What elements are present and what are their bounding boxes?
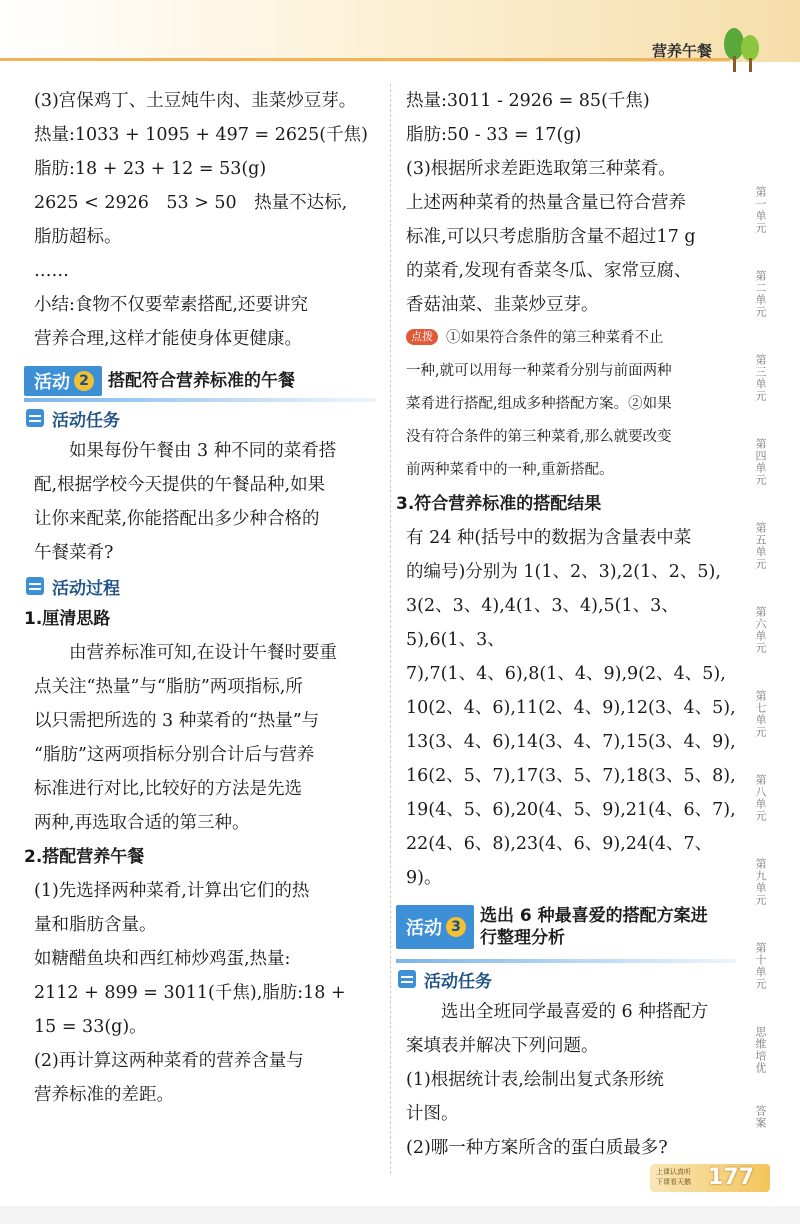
- unit-side-tabs: [752, 168, 792, 1142]
- left-column: [24, 84, 376, 1112]
- text-line: 选出全班同学最喜爱的 6 种搭配方: [441, 1002, 709, 1022]
- task-heading: 活动任务: [398, 963, 736, 995]
- side-tab[interactable]: 思维培优: [754, 1026, 767, 1074]
- page-title: 营养午餐: [652, 42, 713, 60]
- tip-line: 菜肴进行搭配,组成多种搭配方案。②如果: [406, 396, 672, 412]
- text-line: 案填表并解决下列问题。: [406, 1036, 599, 1056]
- summary-line: 小结:食物不仅要荤素搭配,还要讲究: [34, 295, 308, 315]
- activity-number: 3: [446, 917, 466, 937]
- activity-2-banner: [24, 366, 376, 400]
- activity-title: 选出 6 种最喜爱的搭配方案进行整理分析: [480, 906, 708, 948]
- text-line: 如果每份午餐由 3 种不同的菜肴搭: [69, 441, 337, 461]
- text-line: 两种,再选取合适的第三种。: [34, 813, 250, 833]
- text-line: 13(3、4、6),14(3、4、7),15(3、4、9),: [406, 732, 736, 752]
- text-line: 2625 < 2926 53 > 50 热量不达标,: [34, 193, 348, 213]
- text-line: 香菇油菜、韭菜炒豆芽。: [406, 295, 599, 315]
- side-tab[interactable]: 第七单元: [754, 690, 767, 738]
- side-tab[interactable]: 答案: [754, 1105, 767, 1129]
- page-number-badge: [650, 1164, 770, 1192]
- task-heading: 活动任务: [26, 402, 376, 434]
- text-line: ……: [34, 261, 69, 281]
- tip-badge: 点拨: [406, 329, 438, 345]
- side-tab[interactable]: 第三单元: [754, 354, 767, 402]
- header-rule: [0, 58, 730, 61]
- side-tab[interactable]: 第二单元: [754, 270, 767, 318]
- text-line: 让你来配菜,你能搭配出多少种合格的: [34, 509, 320, 529]
- activity-number: 2: [74, 371, 94, 391]
- text-line: (2)再计算这两种菜肴的营养含量与: [34, 1051, 304, 1071]
- tree-icon: [720, 26, 762, 74]
- activity-title: 搭配符合营养标准的午餐: [108, 371, 295, 391]
- summary-line: 营养合理,这样才能使身体更健康。: [34, 329, 303, 349]
- page-number: 177: [708, 1165, 754, 1190]
- text-line: 19(4、5、6),20(4、5、9),21(4、6、7),: [406, 800, 736, 820]
- text-line: 配,根据学校今天提供的午餐品种,如果: [34, 475, 326, 495]
- side-tab[interactable]: 第十单元: [754, 942, 767, 990]
- activity-badge: 活动 3: [396, 905, 474, 949]
- side-tab[interactable]: 第五单元: [754, 522, 767, 570]
- text-line: 营养标准的差距。: [34, 1085, 174, 1105]
- text-line: 的菜肴,发现有香菜冬瓜、家常豆腐、: [406, 261, 692, 281]
- text-line: “脂肪”这两项指标分别合计后与营养: [34, 745, 315, 765]
- right-column: [396, 84, 736, 1165]
- text-line: (3)宫保鸡丁、土豆炖牛肉、韭菜炒豆芽。: [34, 91, 357, 111]
- text-line: (1)根据统计表,绘制出复式条形统: [406, 1070, 664, 1090]
- process-heading: 活动过程: [26, 570, 376, 602]
- text-line: 脂肪:18 + 23 + 12 = 53(g): [34, 159, 267, 179]
- section-heading: 3.符合营养标准的搭配结果: [396, 494, 602, 514]
- text-line: 的编号)分别为 1(1、2、3),2(1、2、5),: [406, 562, 721, 582]
- tip-line: 前两种菜肴中的一种,重新搭配。: [406, 462, 614, 478]
- text-line: (1)先选择两种菜肴,计算出它们的热: [34, 881, 310, 901]
- side-tab[interactable]: 第八单元: [754, 774, 767, 822]
- section-heading: 1.厘清思路: [24, 609, 111, 629]
- bottom-strip: [0, 1206, 800, 1224]
- text-line: (3)根据所求差距选取第三种菜肴。: [406, 159, 676, 179]
- column-divider: [390, 84, 392, 1174]
- banner-underline: [396, 959, 736, 963]
- text-line: 标准进行对比,比较好的方法是先选: [34, 779, 303, 799]
- side-tab[interactable]: 第九单元: [754, 858, 767, 906]
- text-line: 脂肪:50 - 33 = 17(g): [406, 125, 582, 145]
- text-line: 热量:1033 + 1095 + 497 = 2625(千焦): [34, 125, 368, 145]
- list-icon: [26, 409, 44, 427]
- text-line: 计图。: [406, 1104, 459, 1124]
- text-line: 午餐菜肴?: [34, 543, 114, 563]
- tip-line: 一种,就可以用每一种菜肴分别与前面两种: [406, 363, 672, 379]
- text-line: (2)哪一种方案所含的蛋白质最多?: [406, 1138, 668, 1158]
- section-heading: 2.搭配营养午餐: [24, 847, 145, 867]
- activity-3-banner: [396, 905, 736, 961]
- text-line: 如糖醋鱼块和西红柿炒鸡蛋,热量:: [34, 949, 291, 969]
- text-line: 由营养标准可知,在设计午餐时要重: [69, 643, 338, 663]
- text-line: 10(2、4、6),11(2、4、9),12(3、4、5),: [406, 698, 736, 718]
- text-line: 标准,可以只考虑脂肪含量不超过17 g: [406, 227, 696, 247]
- side-tab[interactable]: 第一单元: [754, 186, 767, 234]
- text-line: 上述两种菜肴的热量含量已符合营养: [406, 193, 686, 213]
- text-line: 脂肪超标。: [34, 227, 122, 247]
- text-line: 3(2、3、4),4(1、3、4),5(1、3、5),6(1、3、: [406, 596, 679, 650]
- text-line: 16(2、5、7),17(3、5、7),18(3、5、8),: [406, 766, 736, 786]
- text-line: 以只需把所选的 3 种菜肴的“热量”与: [34, 711, 320, 731]
- text-line: 2112 + 899 = 3011(千焦),脂肪:18 +: [34, 983, 346, 1003]
- activity-badge: 活动 2: [24, 366, 102, 396]
- text-line: 22(4、6、8),23(4、6、9),24(4、7、9)。: [406, 834, 713, 888]
- side-tab[interactable]: 第四单元: [754, 438, 767, 486]
- side-tab[interactable]: 第六单元: [754, 606, 767, 654]
- tip-line: 点拨 ①如果符合条件的第三种菜肴不止: [406, 322, 736, 355]
- text-line: 有 24 种(括号中的数据为含量表中菜: [406, 528, 692, 548]
- list-icon: [398, 970, 416, 988]
- text-line: 15 = 33(g)。: [34, 1017, 147, 1037]
- text-line: 点关注“热量”与“脂肪”两项指标,所: [34, 677, 303, 697]
- banner-underline: [24, 398, 376, 402]
- tip-line: 没有符合条件的第三种菜肴,那么就要改变: [406, 429, 672, 445]
- text-line: 7),7(1、4、6),8(1、4、9),9(2、4、5),: [406, 664, 726, 684]
- text-line: 热量:3011 - 2926 = 85(千焦): [406, 91, 650, 111]
- list-icon: [26, 577, 44, 595]
- page-badge-text: 上课认真听 下课看天鹅: [656, 1168, 691, 1186]
- text-line: 量和脂肪含量。: [34, 915, 157, 935]
